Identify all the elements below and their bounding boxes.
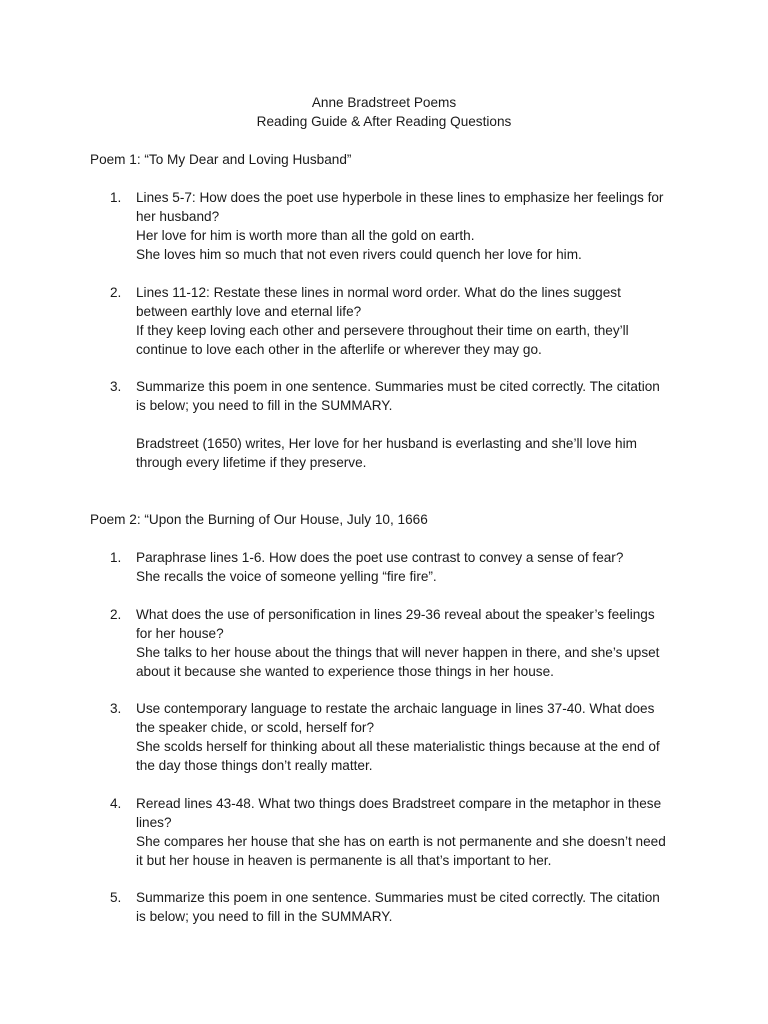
title-line-2: Reading Guide & After Reading Questions [256, 114, 512, 129]
question-line: Summarize this poem in one sentence. Summaries must be cited correctly. The citation [136, 379, 660, 394]
document-title [0, 93, 768, 131]
answer-line: She loves him so much that not even rivers could quench her love for him. [136, 247, 582, 262]
citation-line: Bradstreet (1650) writes, Her love for her husband is everlasting and she’ll love him [136, 436, 637, 451]
answer-line: the day those things don’t really matter. [136, 758, 373, 773]
question-number: 2. [110, 607, 122, 622]
question-line: between earthly love and eternal life? [136, 304, 362, 319]
question-line: Lines 5-7: How does the poet use hyperbole in these lines to emphasize her feelings for [136, 190, 664, 205]
question-line: Lines 11-12: Restate these lines in normal word order. What do the lines suggest [136, 285, 621, 300]
answer-line: If they keep loving each other and persevere throughout their time on earth, they’ll [136, 323, 629, 338]
question-text [136, 283, 681, 359]
question-number: 1. [110, 190, 122, 205]
question-text [136, 605, 681, 681]
question-number: 3. [110, 379, 122, 394]
poem2-heading: Poem 2: “Upon the Burning of Our House, July 10, 1666 [90, 512, 428, 527]
question-text [136, 188, 681, 264]
question-line: Use contemporary language to restate the archaic language in lines 37-40. What does [136, 701, 655, 716]
answer-line: Her love for him is worth more than all the gold on earth. [136, 228, 475, 243]
question-number: 3. [110, 701, 122, 716]
question-line: Reread lines 43-48. What two things does Bradstreet compare in the metaphor in these [136, 796, 662, 811]
question-text [136, 888, 681, 926]
question-number: 5. [110, 890, 122, 905]
question-text [136, 548, 681, 586]
question-line: is below; you need to fill in the SUMMARY. [136, 398, 393, 413]
question-text [136, 377, 681, 415]
poem1-heading: Poem 1: “To My Dear and Loving Husband” [90, 152, 352, 167]
question-line: her husband? [136, 209, 220, 224]
answer-line: She compares her house that she has on earth is not permanente and she doesn’t need [136, 834, 666, 849]
citation-line: through every lifetime if they preserve. [136, 455, 367, 470]
question-line: Paraphrase lines 1-6. How does the poet use contrast to convey a sense of fear? [136, 550, 624, 565]
question-number: 4. [110, 796, 122, 811]
question-line: Summarize this poem in one sentence. Summaries must be cited correctly. The citation [136, 890, 660, 905]
question-line: What does the use of personification in lines 29-36 reveal about the speaker’s feelings [136, 607, 655, 622]
question-line: is below; you need to fill in the SUMMARY. [136, 909, 393, 924]
answer-line: it but her house in heaven is permanente is all that’s important to her. [136, 853, 552, 868]
poem1-citation [136, 434, 681, 472]
question-line: lines? [136, 815, 172, 830]
question-text [136, 794, 681, 870]
question-line: the speaker chide, or scold, herself for? [136, 720, 375, 735]
answer-line: She talks to her house about the things that will never happen in there, and she’s upset [136, 645, 660, 660]
answer-line: She scolds herself for thinking about all these materialistic things because at the end of [136, 739, 660, 754]
question-number: 2. [110, 285, 122, 300]
question-number: 1. [110, 550, 122, 565]
title-line-1: Anne Bradstreet Poems [311, 95, 457, 110]
question-line: for her house? [136, 626, 224, 641]
question-text [136, 699, 681, 775]
answer-line: about it because she wanted to experience those things in her house. [136, 664, 554, 679]
answer-line: continue to love each other in the afterlife or wherever they may go. [136, 342, 542, 357]
answer-line: She recalls the voice of someone yelling “fire fire”. [136, 569, 437, 584]
